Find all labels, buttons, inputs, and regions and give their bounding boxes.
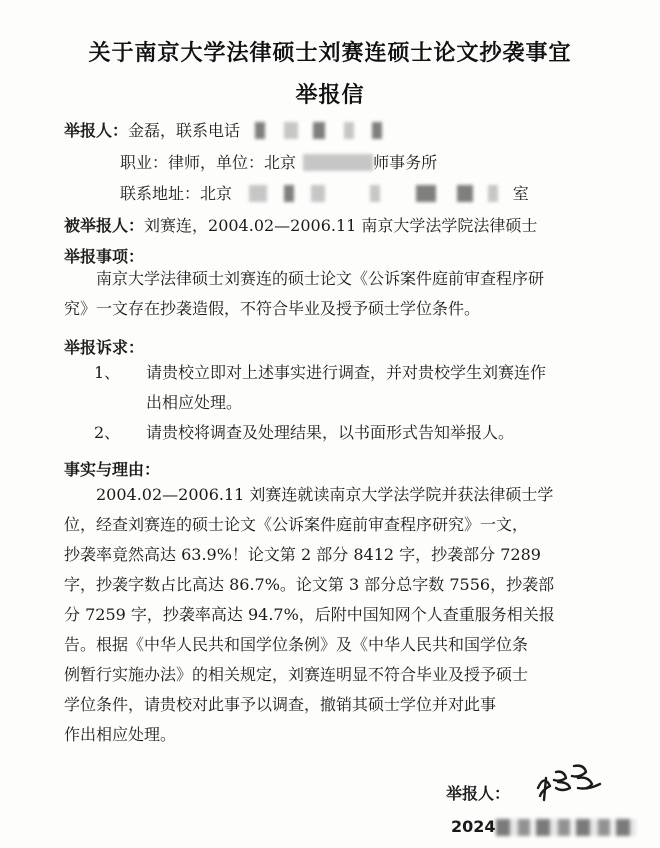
demand-item: 2、 请贵校将调查及处理结果，以书面形式告知举报人。 bbox=[94, 423, 515, 442]
redaction bbox=[416, 185, 436, 202]
document-title: 关于南京大学法律硕士刘赛连硕士论文抄袭事宜 bbox=[88, 41, 572, 66]
redaction bbox=[311, 185, 325, 202]
facts-line: 例暂行实施办法》的相关规定，刘赛连明显不符合毕业及授予硕士 bbox=[64, 665, 529, 684]
facts-line: 作出相应处理。 bbox=[64, 725, 177, 744]
document-subtitle: 举报信 bbox=[295, 83, 365, 108]
address-value: 北京 bbox=[200, 184, 233, 203]
redaction bbox=[284, 122, 298, 139]
matter-heading: 举报事项： bbox=[64, 247, 145, 266]
address-line bbox=[120, 181, 529, 204]
facts-line: 抄袭率竟然高达 63.9%！论文第 2 部分 8412 字，抄袭部分 7289 bbox=[64, 545, 541, 564]
reported-line bbox=[64, 213, 537, 236]
facts-line: 2004.02—2006.11 刘赛连就读南京大学法学院并获法律硕士学 bbox=[96, 485, 554, 504]
reported-label: 被举报人： bbox=[64, 216, 145, 235]
redaction bbox=[284, 185, 294, 202]
reported-value: 刘赛连，2004.02—2006.11 南京大学法学院法律硕士 bbox=[144, 216, 538, 235]
reporter-label: 举报人： bbox=[64, 121, 129, 140]
demand-item: 1、 请贵校立即对上述事实进行调查，并对贵校学生刘赛连作 bbox=[94, 363, 547, 382]
redaction bbox=[457, 185, 473, 202]
redaction bbox=[370, 185, 380, 202]
job-tail: 师事务所 bbox=[373, 153, 438, 172]
facts-line: 位，经查刘赛连的硕士论文《公诉案件庭前审查程序研究》一文， bbox=[64, 515, 529, 534]
facts-body bbox=[64, 480, 634, 750]
demands-list: 1、 请贵校立即对上述事实进行调查，并对贵校学生刘赛连作 出相应处理。 2、 请贵校将调查及处理结果，以书面形式告知举报人。 bbox=[94, 358, 634, 448]
redaction bbox=[303, 154, 373, 171]
matter-line: 南京大学法律硕士刘赛连的硕士论文《公诉案件庭前审查程序研 bbox=[96, 269, 545, 288]
date-prefix: 2024 bbox=[451, 817, 496, 836]
address-tail: 室 bbox=[512, 184, 529, 203]
redaction bbox=[488, 185, 498, 202]
redaction bbox=[249, 185, 267, 202]
signature-label: 举报人： bbox=[446, 784, 511, 803]
redaction bbox=[372, 122, 382, 139]
demands-heading: 举报诉求： bbox=[64, 338, 145, 357]
facts-heading: 事实与理由： bbox=[64, 460, 161, 479]
job-value: 律师，单位：北京 bbox=[168, 153, 297, 172]
job-label: 职业： bbox=[120, 153, 169, 172]
facts-line: 字，抄袭字数占比高达 86.7%。论文第 3 部分总字数 7556，抄袭部 bbox=[64, 575, 555, 594]
matter-line: 究》一文存在抄袭造假，不符合毕业及授予硕士学位条件。 bbox=[64, 299, 481, 318]
reporter-value: 金磊，联系电话 bbox=[128, 121, 241, 140]
reporter-line bbox=[64, 118, 382, 141]
facts-line: 告。根据《中华人民共和国学位条例》及《中华人民共和国学位条 bbox=[64, 635, 529, 654]
handwritten-signature bbox=[530, 758, 610, 808]
facts-line: 分 7259 字，抄袭率高达 94.7%，后附中国知网个人查重服务相关报 bbox=[64, 605, 555, 624]
redaction bbox=[255, 122, 265, 139]
redaction bbox=[344, 122, 354, 139]
matter-body bbox=[64, 264, 624, 324]
redaction bbox=[313, 122, 325, 139]
address-label: 联系地址： bbox=[120, 184, 201, 203]
facts-line: 学位条件，请贵校对此事予以调查，撤销其硕士学位并对此事 bbox=[64, 695, 497, 714]
date-redaction bbox=[496, 819, 636, 836]
job-line bbox=[120, 150, 437, 173]
